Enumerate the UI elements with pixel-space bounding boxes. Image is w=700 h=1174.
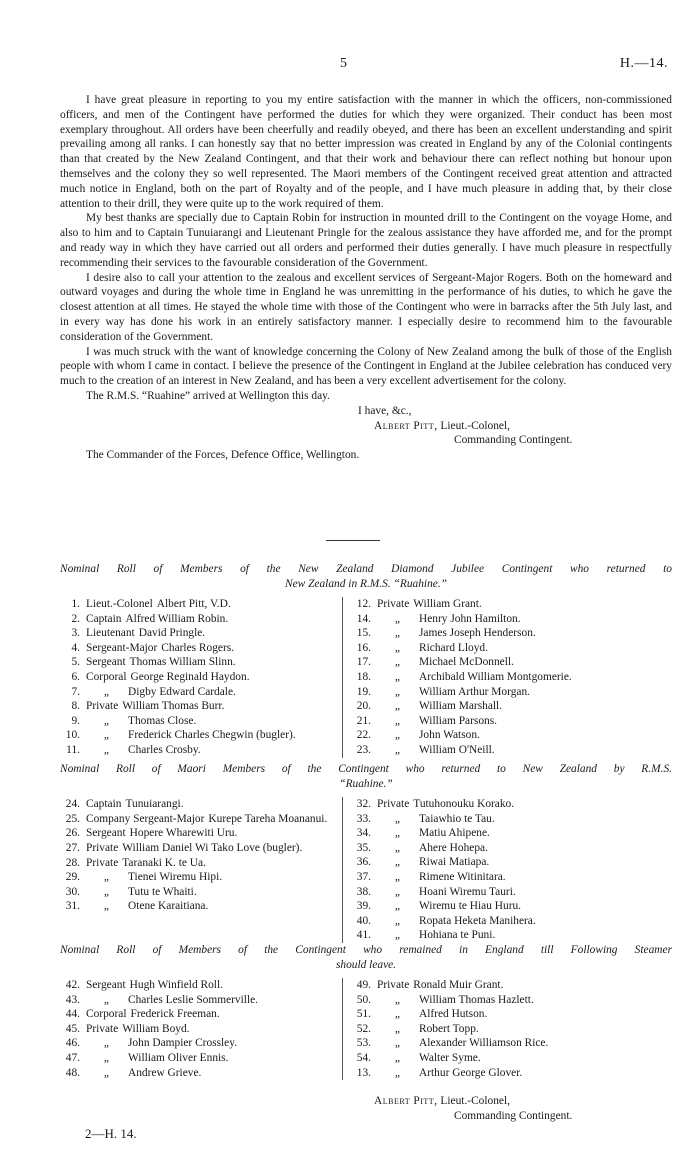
roll-entry <box>60 1036 342 1051</box>
entry-rank: Private <box>86 841 119 854</box>
entry-name: John Dampier Crossley. <box>128 1037 238 1050</box>
entry-name: William Daniel Wi Tako Love (bugler). <box>122 841 303 854</box>
roll-entry <box>351 728 669 743</box>
entry-rank: Sergeant <box>86 656 126 669</box>
entry-number: 38. <box>356 885 371 898</box>
ditto-mark: „ <box>103 900 111 913</box>
ditto-mark: „ <box>103 871 111 884</box>
entry-number: 1. <box>71 598 80 610</box>
roll-entry <box>60 728 342 743</box>
entry-number: 51. <box>356 1008 371 1021</box>
ditto-mark: „ <box>394 627 402 640</box>
entry-number: 42. <box>65 979 80 991</box>
roll-entry <box>60 655 342 670</box>
roll-entry <box>351 899 669 914</box>
ditto-mark: „ <box>394 743 402 756</box>
entry-name: Digby Edward Cardale. <box>128 685 236 698</box>
roll-entry <box>351 914 669 929</box>
entry-name: William O'Neill. <box>419 743 495 756</box>
entry-number: 29. <box>65 871 80 884</box>
ditto-mark: „ <box>394 870 402 883</box>
entry-name: Charles Rogers. <box>161 641 235 654</box>
page-header <box>0 57 700 75</box>
ditto-mark: „ <box>394 729 402 742</box>
entry-number: 11. <box>66 743 80 756</box>
roll-entry <box>60 856 342 871</box>
roll-entry <box>351 1022 669 1037</box>
entry-number: 46. <box>65 1037 80 1050</box>
entry-number: 44. <box>65 1008 80 1021</box>
entry-name: Michael McDonnell. <box>419 656 514 669</box>
entry-number: 41. <box>356 929 371 942</box>
entry-name: Alexander Williamson Rice. <box>419 1037 549 1050</box>
ditto-mark: „ <box>394 827 402 840</box>
roll-1-title <box>60 562 672 592</box>
ditto-mark: „ <box>103 1066 111 1079</box>
roll-1-title-line-1: Nominal Roll of Members of the New Zealand Diamond Jubilee Contingent who returned to <box>60 563 672 575</box>
signature-name: Albert Pitt, <box>374 419 438 432</box>
roll-entry <box>351 743 669 758</box>
roll-entry <box>60 978 342 993</box>
ditto-mark: „ <box>394 812 402 825</box>
entry-rank: Company Sergeant-Major <box>86 812 205 825</box>
ditto-mark: „ <box>394 1037 402 1050</box>
roll-2-table <box>60 797 672 943</box>
entry-rank: Sergeant <box>86 827 126 840</box>
roll-entry <box>60 699 342 714</box>
roll-entry <box>351 685 669 700</box>
signature-line <box>60 419 672 434</box>
roll-entry <box>351 1051 669 1066</box>
entry-number: 40. <box>356 914 371 927</box>
roll-entry <box>60 1007 342 1022</box>
roll-entry <box>60 612 342 627</box>
roll-1-right-column <box>342 597 669 758</box>
entry-number: 3. <box>71 627 80 640</box>
roll-entry <box>351 978 669 993</box>
roll-entry <box>60 870 342 885</box>
entry-rank: Sergeant <box>86 979 126 991</box>
entry-number: 31. <box>65 900 80 913</box>
roll-entry <box>60 1051 342 1066</box>
final-signature-role: Commanding Contingent. <box>454 1109 573 1122</box>
entry-rank: Corporal <box>86 670 127 683</box>
entry-name: Wiremu te Hiau Huru. <box>419 900 522 913</box>
roll-entry <box>351 993 669 1008</box>
entry-number: 2. <box>71 612 80 625</box>
entry-name: Andrew Grieve. <box>128 1066 202 1079</box>
entry-number: 35. <box>356 841 371 854</box>
roll-entry <box>60 626 342 641</box>
document-code: H.—14. <box>619 56 668 71</box>
entry-name: David Pringle. <box>138 627 206 640</box>
entry-name: Ronald Muir Grant. <box>413 979 504 991</box>
entry-number: 52. <box>356 1022 371 1035</box>
entry-rank: Captain <box>86 612 122 625</box>
roll-entry <box>351 1066 669 1081</box>
entry-name: James Joseph Henderson. <box>419 627 536 640</box>
ditto-mark: „ <box>394 714 402 727</box>
entry-name: Otene Karaitiana. <box>128 900 209 913</box>
roll-entry <box>351 812 669 827</box>
entry-name: William Boyd. <box>122 1022 190 1035</box>
entry-name: Thomas William Slinn. <box>129 656 236 669</box>
roll-entry <box>351 841 669 856</box>
roll-entry <box>60 993 342 1008</box>
roll-entry <box>351 714 669 729</box>
ditto-mark: „ <box>103 885 111 898</box>
final-signature-name: Albert Pitt, <box>374 1095 438 1107</box>
roll-entry <box>351 612 669 627</box>
roll-entry <box>60 797 342 812</box>
entry-name: William Marshall. <box>419 700 503 713</box>
roll-entry <box>351 641 669 656</box>
entry-number: 48. <box>65 1066 80 1079</box>
entry-name: Henry John Hamilton. <box>419 612 521 625</box>
final-signature-line <box>60 1094 672 1109</box>
ditto-mark: „ <box>394 914 402 927</box>
section-divider <box>326 540 380 541</box>
ditto-mark: „ <box>103 1037 111 1050</box>
entry-number: 28. <box>65 856 80 869</box>
entry-name: Riwai Matiapa. <box>419 856 490 869</box>
entry-name: William Grant. <box>413 598 482 610</box>
entry-rank: Private <box>86 856 119 869</box>
final-signature-rank: Lieut.-Colonel, <box>440 1095 511 1107</box>
roll-entry <box>351 626 669 641</box>
entry-name: Tunuiarangi. <box>125 798 184 810</box>
roll-2-left-column <box>60 797 342 943</box>
entry-name: Taiawhio te Tau. <box>419 812 495 825</box>
entry-number: 16. <box>356 641 371 654</box>
roll-entry <box>351 797 669 812</box>
entry-name: Tienei Wiremu Hipi. <box>128 871 223 884</box>
entry-number: 19. <box>356 685 371 698</box>
roll-entry <box>60 826 342 841</box>
entry-number: 27. <box>65 841 80 854</box>
ditto-mark: „ <box>394 700 402 713</box>
entry-number: 10. <box>65 729 80 742</box>
ditto-mark: „ <box>103 729 111 742</box>
roll-entry <box>351 699 669 714</box>
entry-number: 18. <box>356 670 371 683</box>
ditto-mark: „ <box>394 856 402 869</box>
entry-number: 4. <box>71 641 80 654</box>
entry-rank: Sergeant-Major <box>86 641 158 654</box>
entry-number: 37. <box>356 870 371 883</box>
entry-number: 21. <box>356 714 371 727</box>
entry-name: William Oliver Ennis. <box>128 1051 229 1064</box>
entry-number: 12. <box>356 598 371 610</box>
entry-number: 43. <box>65 993 80 1006</box>
entry-name: Charles Crosby. <box>128 743 201 756</box>
roll-entry <box>351 1036 669 1051</box>
roll-2-title-line-2: “Ruahine.” <box>339 778 393 790</box>
entry-name: Ropata Heketa Manihera. <box>419 914 536 927</box>
ditto-mark: „ <box>103 743 111 756</box>
entry-number: 9. <box>71 714 80 727</box>
entry-number: 24. <box>65 798 80 810</box>
entry-name: Rimene Witinitara. <box>419 870 506 883</box>
ditto-mark: „ <box>103 993 111 1006</box>
entry-number: 7. <box>71 685 80 698</box>
entry-name: Tutu te Whaiti. <box>128 885 197 898</box>
report-paragraph: I desire also to call your attention to the zealous and excellent services of Sergeant-Major Rogers. Both on the homeward and outward voyages and during the whole time in England he was unremitting in the performance of his duties, to which he gave the closest attention at all times. He stayed the whole time with those of the Contingent who were in barracks after the 5th July last, and in every way has done his work in an entirely satisfactory manner. I especially desire to recommend him to the favourable consideration of the Government. <box>60 271 672 343</box>
entry-name: Hugh Winfield Roll. <box>129 979 223 991</box>
entry-name: Robert Topp. <box>419 1022 479 1035</box>
roll-entry <box>351 597 669 612</box>
ditto-mark: „ <box>394 1051 402 1064</box>
entry-name: Hoani Wiremu Tauri. <box>419 885 516 898</box>
ditto-mark: „ <box>394 656 402 669</box>
entry-rank: Captain <box>86 798 122 810</box>
entry-number: 53. <box>356 1037 371 1050</box>
entry-number: 8. <box>71 700 80 713</box>
roll-3-right-column <box>342 978 669 1080</box>
report-paragraph: I have great pleasure in reporting to you my entire satisfaction with the manner in which the officers, non-commissioned officers, and men of the Contingent have performed the duties for which they were organized. Their conduct has been most exemplary throughout. All orders have been cheerfully and readily obeyed, and there has been an excellent understanding and spirit prevailing among all ranks. I can honestly say that no better impression was created in England by any of the Colonial contingents than that created by the New Zealand Contingent, and that their work and behaviour there can reflect nothing but honour upon themselves and the colony they so well represented. The Maori members of the Contingent received great attention and attracted much notice in England, both on the part of Royalty and of the people, and I have much pleasure in adding that, by their close attention to their drill, they were quite up to the work required of them. <box>60 94 672 210</box>
roll-entry <box>351 885 669 900</box>
entry-rank: Lieut.-Colonel <box>86 598 153 610</box>
roll-2-right-column <box>342 797 669 943</box>
entry-number: 26. <box>65 827 80 840</box>
entry-name: Alfred Hutson. <box>419 1008 488 1021</box>
roll-3-table <box>60 978 672 1080</box>
entry-name: Hopere Wharewiti Uru. <box>129 827 238 840</box>
entry-name: Kurepe Tareha Moananui. <box>208 812 328 825</box>
entry-number: 25. <box>65 812 80 825</box>
roll-2-title-line-1: Nominal Roll of Maori Members of the Contingent who returned to New Zealand by R.M.S. <box>60 763 672 775</box>
entry-rank: Private <box>86 700 119 713</box>
entry-rank: Private <box>377 979 410 991</box>
roll-3-left-column <box>60 978 342 1080</box>
entry-number: 14. <box>356 612 371 625</box>
roll-entry <box>351 670 669 685</box>
page-number: 5 <box>340 56 347 71</box>
entry-number: 6. <box>71 670 80 683</box>
roll-1-table <box>60 597 672 758</box>
entry-name: Alfred William Robin. <box>125 612 229 625</box>
entry-name: William Parsons. <box>419 714 498 727</box>
entry-number: 50. <box>356 993 371 1006</box>
entry-name: Ahere Hohepa. <box>419 841 488 854</box>
entry-number: 47. <box>65 1051 80 1064</box>
entry-rank: Corporal <box>86 1008 127 1021</box>
roll-entry <box>351 1007 669 1022</box>
entry-number: 33. <box>356 812 371 825</box>
footer-code: 2—H. 14. <box>85 1126 137 1141</box>
entry-name: William Thomas Burr. <box>122 700 225 713</box>
entry-name: Tutuhonouku Korako. <box>413 798 515 810</box>
entry-number: 34. <box>356 827 371 840</box>
entry-name: Thomas Close. <box>128 714 197 727</box>
roll-entry <box>60 1066 342 1081</box>
report-body <box>60 93 672 463</box>
roll-entry <box>60 670 342 685</box>
roll-entry <box>351 855 669 870</box>
ditto-mark: „ <box>394 885 402 898</box>
roll-entry <box>60 714 342 729</box>
ditto-mark: „ <box>103 685 111 698</box>
final-signature <box>60 1094 672 1124</box>
roll-entry <box>60 685 342 700</box>
entry-rank: Private <box>377 598 410 610</box>
entry-name: Matiu Ahipene. <box>419 827 490 840</box>
roll-entry <box>60 641 342 656</box>
ditto-mark: „ <box>394 670 402 683</box>
entry-rank: Lieutenant <box>86 627 135 640</box>
entry-number: 30. <box>65 885 80 898</box>
entry-number: 13. <box>356 1066 371 1079</box>
roll-3-title-line-2: should leave. <box>335 959 397 971</box>
ditto-mark: „ <box>394 1008 402 1021</box>
entry-name: Taranaki K. te Ua. <box>122 856 206 869</box>
entry-name: Hohiana te Puni. <box>419 929 496 942</box>
report-paragraph: I was much struck with the want of knowledge concerning the Colony of New Zealand among the bulk of those of the English people with whom I came in contact. I believe the presence of the Contingent in England at the Jubilee celebration has conduced very much to the creation of an interest in New Zealand, and has been a very excellent advertisement for the colony. <box>60 345 672 388</box>
roll-entry <box>351 928 669 943</box>
ditto-mark: „ <box>103 714 111 727</box>
ditto-mark: „ <box>394 641 402 654</box>
entry-number: 49. <box>356 979 371 991</box>
signature-role: Commanding Contingent. <box>454 434 573 447</box>
signature-rank: Lieut.-Colonel, <box>440 419 511 432</box>
roll-entry <box>60 899 342 914</box>
closing-line: I have, &c., <box>358 404 412 417</box>
addressee: The Commander of the Forces, Defence Office, Wellington. <box>86 449 360 462</box>
roll-1-title-line-2: New Zealand in R.M.S. “Ruahine.” <box>285 578 447 590</box>
ditto-mark: „ <box>103 1051 111 1064</box>
roll-2-title <box>60 762 672 792</box>
report-paragraph: My best thanks are specially due to Captain Robin for instruction in mounted drill to the Contingent on the voyage Home, and also to him and to Captain Tunuiarangi and Lieutenant Pringle for the zealous assistance they have afforded me, and for the prompt and ready way in which they have carried out all orders and performed their duties generally. I have much pleasure in respectfully recommending their services to the favourable consideration of the Government. <box>60 212 672 269</box>
roll-entry <box>60 885 342 900</box>
roll-entry <box>351 655 669 670</box>
entry-name: Albert Pitt, V.D. <box>156 598 231 610</box>
report-paragraph: The R.M.S. “Ruahine” arrived at Wellington this day. <box>86 389 330 402</box>
ditto-mark: „ <box>394 929 402 942</box>
entry-name: Frederick Charles Chegwin (bugler). <box>128 729 296 742</box>
roll-1-left-column <box>60 597 342 758</box>
ditto-mark: „ <box>394 993 402 1006</box>
entry-name: Archibald William Montgomerie. <box>419 670 572 683</box>
entry-number: 17. <box>356 656 371 669</box>
roll-3-title <box>60 943 672 973</box>
entry-name: George Reginald Haydon. <box>130 670 250 683</box>
entry-number: 22. <box>356 729 371 742</box>
entry-number: 45. <box>65 1022 80 1035</box>
entry-name: Charles Leslie Sommerville. <box>128 993 259 1006</box>
roll-entry <box>60 841 342 856</box>
entry-number: 32. <box>356 798 371 810</box>
entry-number: 15. <box>356 627 371 640</box>
entry-name: Arthur George Glover. <box>419 1066 523 1079</box>
ditto-mark: „ <box>394 685 402 698</box>
roll-3-title-line-1: Nominal Roll of Members of the Contingent who remained in England till Following Steamer <box>60 944 672 956</box>
ditto-mark: „ <box>394 900 402 913</box>
ditto-mark: „ <box>394 1066 402 1079</box>
roll-entry <box>60 597 342 612</box>
entry-number: 54. <box>356 1051 371 1064</box>
entry-name: William Arthur Morgan. <box>419 685 531 698</box>
roll-entry <box>60 812 342 827</box>
entry-number: 20. <box>356 700 371 713</box>
entry-number: 5. <box>71 656 80 669</box>
roll-entry <box>60 1022 342 1037</box>
entry-name: Frederick Freeman. <box>130 1008 220 1021</box>
ditto-mark: „ <box>394 841 402 854</box>
entry-number: 23. <box>356 743 371 756</box>
entry-number: 36. <box>356 856 371 869</box>
roll-entry <box>351 826 669 841</box>
entry-name: Walter Syme. <box>419 1051 481 1064</box>
entry-name: Richard Lloyd. <box>419 641 488 654</box>
entry-number: 39. <box>356 900 371 913</box>
entry-rank: Private <box>377 798 410 810</box>
roll-entry <box>351 870 669 885</box>
entry-name: John Watson. <box>419 729 480 742</box>
roll-entry <box>60 743 342 758</box>
ditto-mark: „ <box>394 1022 402 1035</box>
entry-name: William Thomas Hazlett. <box>419 993 534 1006</box>
entry-rank: Private <box>86 1022 119 1035</box>
ditto-mark: „ <box>394 612 402 625</box>
